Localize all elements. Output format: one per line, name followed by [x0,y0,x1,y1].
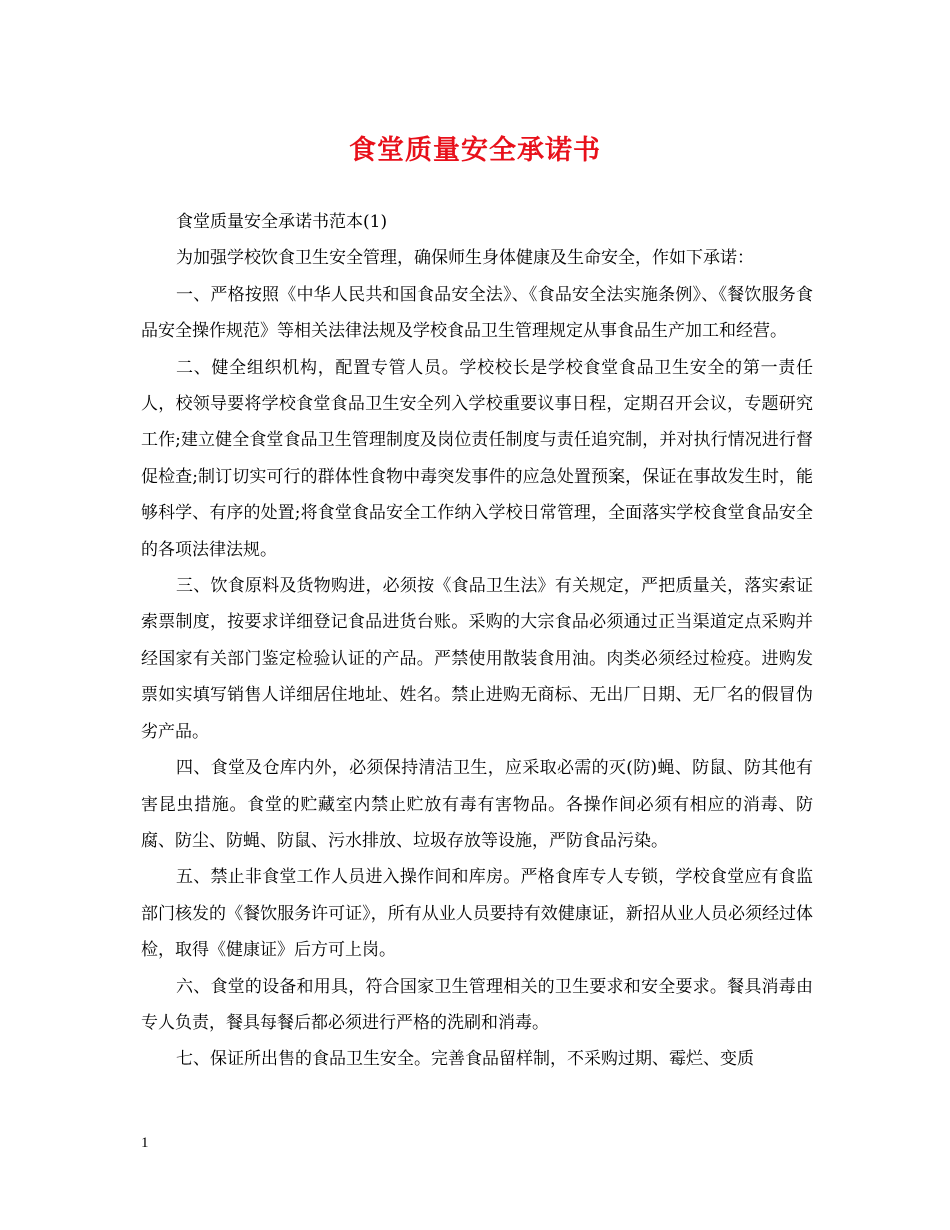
document-title: 食堂质量安全承诺书 [349,135,601,166]
paragraph-item-7: 七、保证所出售的食品卫生安全。完善食品留样制，不采购过期、霉烂、变质 [176,1049,754,1070]
paragraph-item-1: 一、严格按照《中华人民共和国食品安全法》、《食品安全法实施条例》、《餐饮服务食品安全操作规范》等相关法律法规及学校食品卫生管理规定从事食品生产加工和经营。 [141,284,813,342]
paragraph-item-3: 三、饮食原料及货物购进，必须按《食品卫生法》有关规定，严把质量关，落实索证索票制度，按要求详细登记食品进货台账。采购的大宗食品必须通过正当渠道定点采购并经国家有关部门鉴定检验认证的产品。严禁使用散装食用油。肉类必须经过检疫。进购发票如实填写销售人详细居住地址、姓名。禁止进购无商标、无出厂日期、无厂名的假冒伪劣产品。 [141,576,813,742]
paragraph-item-5: 五、禁止非食堂工作人员进入操作间和库房。严格食库专人专锁，学校食堂应有食监部门核发的《餐饮服务许可证》，所有从业人员要持有效健康证，新招从业人员必须经过体检，取得《健康证》后方可上岗。 [141,867,813,961]
paragraph-intro: 为加强学校饮食卫生安全管理，确保师生身体健康及生命安全，作如下承诺： [176,248,754,269]
paragraph-item-4: 四、食堂及仓库内外，必须保持清洁卫生，应采取必需的灭(防)蝇、防鼠、防其他有害昆虫措施。食堂的贮藏室内禁止贮放有毒有害物品。各操作间必须有相应的消毒、防腐、防尘、防蝇、防鼠、污水排放、垃圾存放等设施，严防食品污染。 [141,758,813,851]
paragraph-sample-heading: 食堂质量安全承诺书范本(1) [176,212,388,232]
paragraph-item-2: 二、健全组织机构，配置专管人员。学校校长是学校食堂食品卫生安全的第一责任人，校领导要将学校食堂食品卫生安全列入学校重要议事日程，定期召开会议，专题研究工作;建立健全食堂食品卫生管理制度及岗位责任制度与责任追究制，并对执行情况进行督促检查;制订切实可行的群体性食物中毒突发事件的应急处置预案，保证在事故发生时，能够科学、有序的处置;将食堂食品安全工作纳入学校日常管理，全面落实学校食堂食品安全的各项法律法规。 [141,357,813,560]
paragraph-item-6: 六、食堂的设备和用具，符合国家卫生管理相关的卫生要求和安全要求。餐具消毒由专人负责，餐具每餐后都必须进行严格的洗刷和消毒。 [141,976,813,1033]
document-body [141,204,813,1078]
page-number: 1 [141,1135,149,1151]
